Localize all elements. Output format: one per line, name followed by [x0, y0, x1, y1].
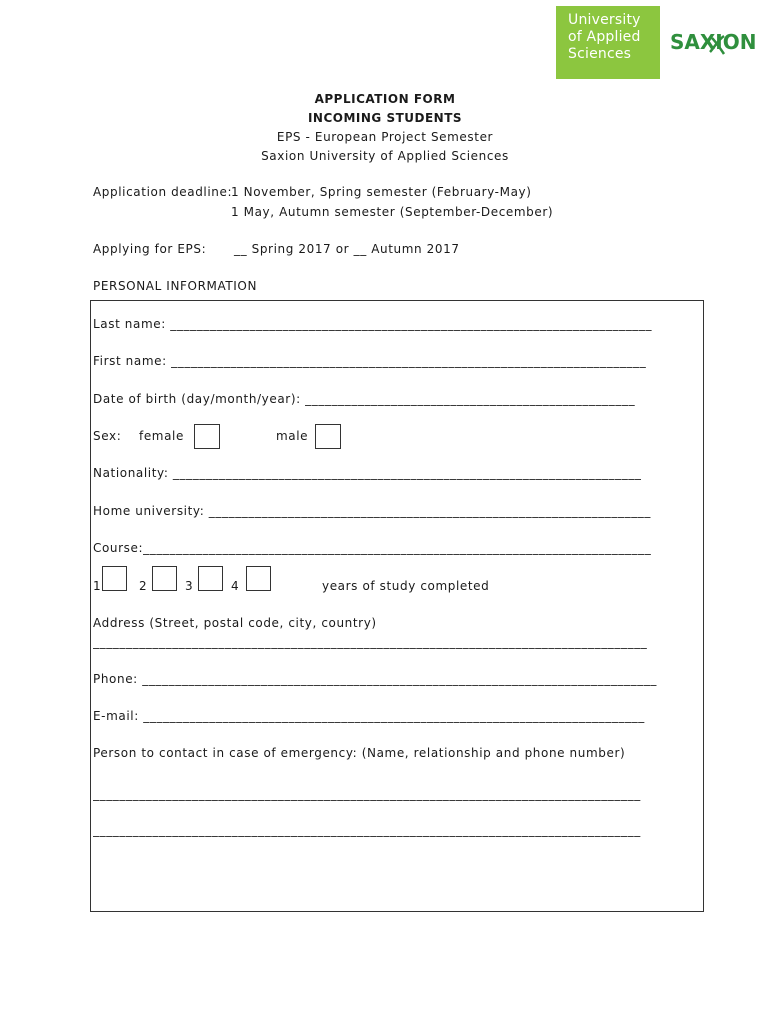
logo-line-3: Sciences	[568, 46, 632, 62]
male-checkbox[interactable]	[315, 424, 341, 449]
first-name-field[interactable]: First name: ________________________________________________________________________	[93, 354, 647, 368]
emergency-contact-line-1[interactable]: ___________________________________________________________________________________	[93, 787, 641, 801]
sex-label: Sex:	[93, 429, 122, 443]
home-university-field[interactable]: Home university: ___________________________________________________________________	[93, 504, 651, 518]
applying-options[interactable]: __ Spring 2017 or __ Autumn 2017	[234, 242, 460, 256]
emergency-contact-line-2[interactable]: ___________________________________________________________________________________	[93, 823, 641, 837]
female-label: female	[139, 429, 184, 443]
date-of-birth-field[interactable]: Date of birth (day/month/year): __________________________________________________	[93, 392, 636, 406]
university-logo	[556, 6, 660, 79]
form-title: APPLICATION FORM	[314, 92, 456, 106]
year-3-label: 3	[185, 579, 194, 593]
year-4-checkbox[interactable]	[246, 566, 271, 591]
applying-label: Applying for EPS:	[93, 242, 207, 256]
course-field[interactable]: Course:_____________________________________________________________________________	[93, 541, 652, 555]
phone-field[interactable]: Phone: ______________________________________________________________________________	[93, 672, 658, 686]
male-label: male	[276, 429, 309, 443]
section-title: PERSONAL INFORMATION	[93, 279, 258, 293]
form-subtitle: EPS - European Project Semester	[276, 130, 494, 144]
female-checkbox[interactable]	[194, 424, 220, 449]
address-label: Address (Street, postal code, city, country)	[93, 616, 377, 630]
year-1-label: 1	[93, 579, 102, 593]
years-completed-label: years of study completed	[322, 579, 490, 593]
year-2-checkbox[interactable]	[152, 566, 177, 591]
form-title-2: INCOMING STUDENTS	[307, 111, 463, 125]
emergency-contact-label: Person to contact in case of emergency: (Name, relationship and phone number)	[93, 746, 626, 760]
deadline-autumn: 1 May, Autumn semester (September-December)	[231, 205, 554, 219]
nationality-field[interactable]: Nationality: _______________________________________________________________________	[93, 466, 642, 480]
address-field[interactable]: ____________________________________________________________________________________	[93, 635, 648, 649]
year-1-checkbox[interactable]	[102, 566, 127, 591]
year-3-checkbox[interactable]	[198, 566, 223, 591]
institution-name: Saxion University of Applied Sciences	[261, 149, 509, 163]
saxion-brand: SAXION	[670, 30, 757, 54]
year-4-label: 4	[231, 579, 240, 593]
deadline-spring: 1 November, Spring semester (February-May)	[231, 185, 532, 199]
deadline-label: Application deadline:	[93, 185, 233, 199]
email-field[interactable]: E-mail: ____________________________________________________________________________	[93, 709, 645, 723]
saxion-leaf-icon	[708, 34, 726, 54]
logo-line-2: of Applied	[568, 29, 641, 45]
logo-line-1: University	[568, 12, 641, 28]
last-name-field[interactable]: Last name: _________________________________________________________________________	[93, 317, 653, 331]
year-2-label: 2	[139, 579, 148, 593]
